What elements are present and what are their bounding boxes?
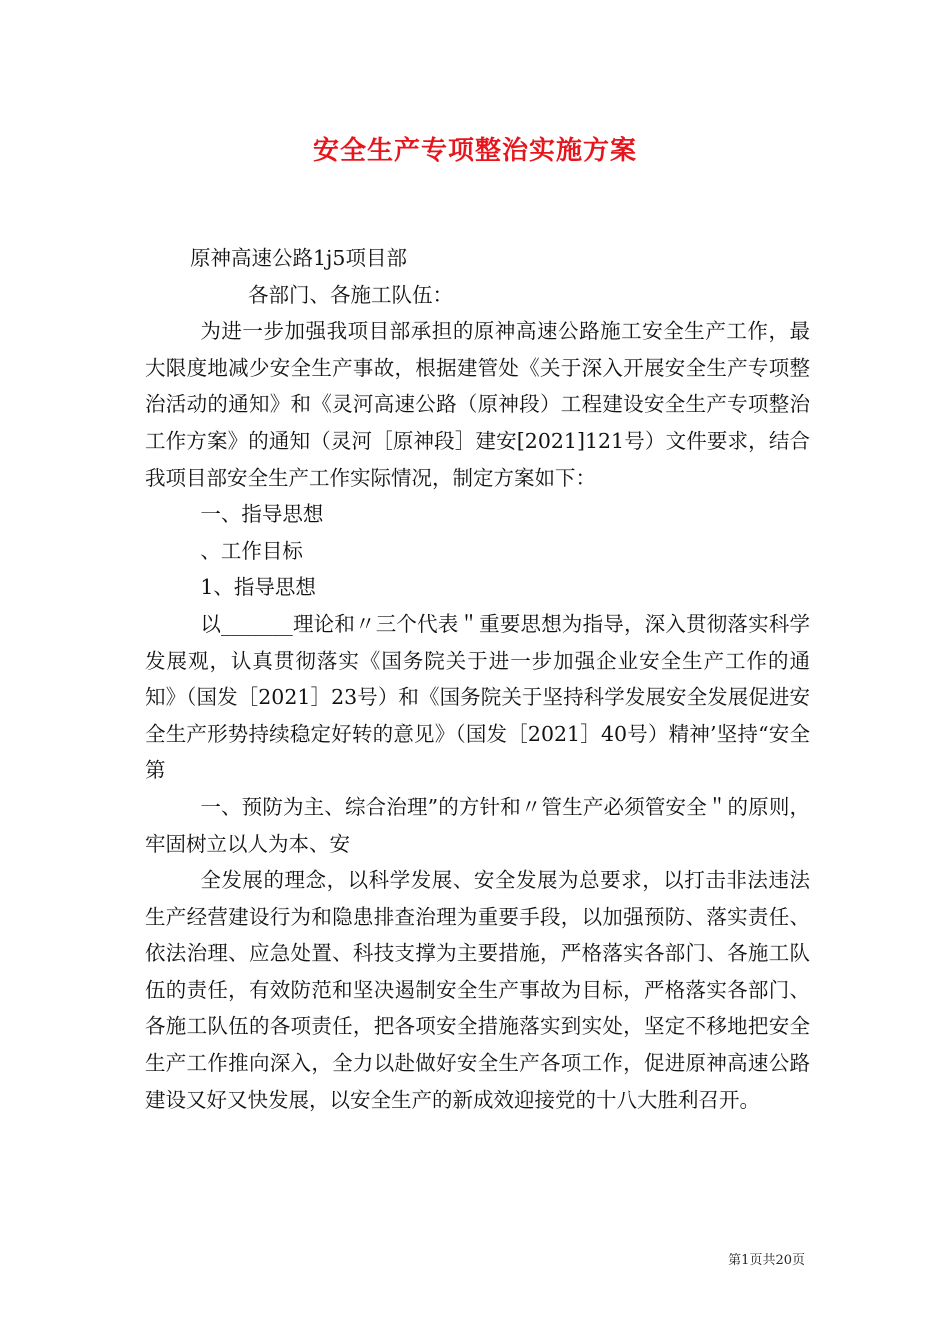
addressee-line: 各部门、各施工队伍： <box>248 282 453 307</box>
subsection-heading-guiding-ideology: 1、指导思想 <box>200 575 316 600</box>
section-heading-work-goals: 、工作目标 <box>200 538 303 563</box>
document-body <box>145 240 810 1118</box>
development-paragraph: 全发展的理念，以科学发展、安全发展为总要求，以打击非法违法生产经营建设行为和隐患排查治理为重要手段，以加强预防、落实责任、依法治理、应急处置、科技支撑为主要措施，严格落实各部门、各施工队伍的责任，有效防范和坚决遏制安全生产事故为目标，严格落实各部门、各施工队伍的各项责任，把各项安全措施落实到实处，坚定不移地把安全生产工作推向深入，全力以赴做好安全生产各项工作，促进原神高速公路建设又好又快发展，以安全生产的新成效迎接党的十八大胜利召开。 <box>145 868 810 1112</box>
project-department-line: 原神高速公路1j5项目部 <box>190 246 407 270</box>
document-title: 安全生产专项整治实施方案 <box>312 136 637 166</box>
section-heading-guiding-ideology: 一、指导思想 <box>200 502 324 527</box>
page-number: 第1页共20页 <box>728 1253 805 1268</box>
principle-paragraph: 一、预防为主、综合治理”的方针和〃管生产必须管安全＂的原则，牢固树立以人为本、安 <box>145 794 810 856</box>
guiding-ideology-paragraph: 以_______理论和〃三个代表＂重要思想为指导，深入贯彻落实科学发展观，认真贯彻落实《国务院关于进一步加强企业安全生产工作的通知》（国发［2021］23号）和《国务院关于坚持科学发展安全发展促进安全生产形势持续稳定好转的意见》（国发［2021］40号）精神’坚持“安全第 <box>145 611 810 783</box>
intro-paragraph: 为进一步加强我项目部承担的原神高速公路施工安全生产工作，最大限度地减少安全生产事故，根据建管处《关于深入开展安全生产专项整治活动的通知》和《灵河高速公路（原神段）工程建设安全生产专项整治工作方案》的通知（灵河［原神段］建安[2021]121号）文件要求，结合我项目部安全生产工作实际情况，制定方案如下： <box>145 319 810 490</box>
